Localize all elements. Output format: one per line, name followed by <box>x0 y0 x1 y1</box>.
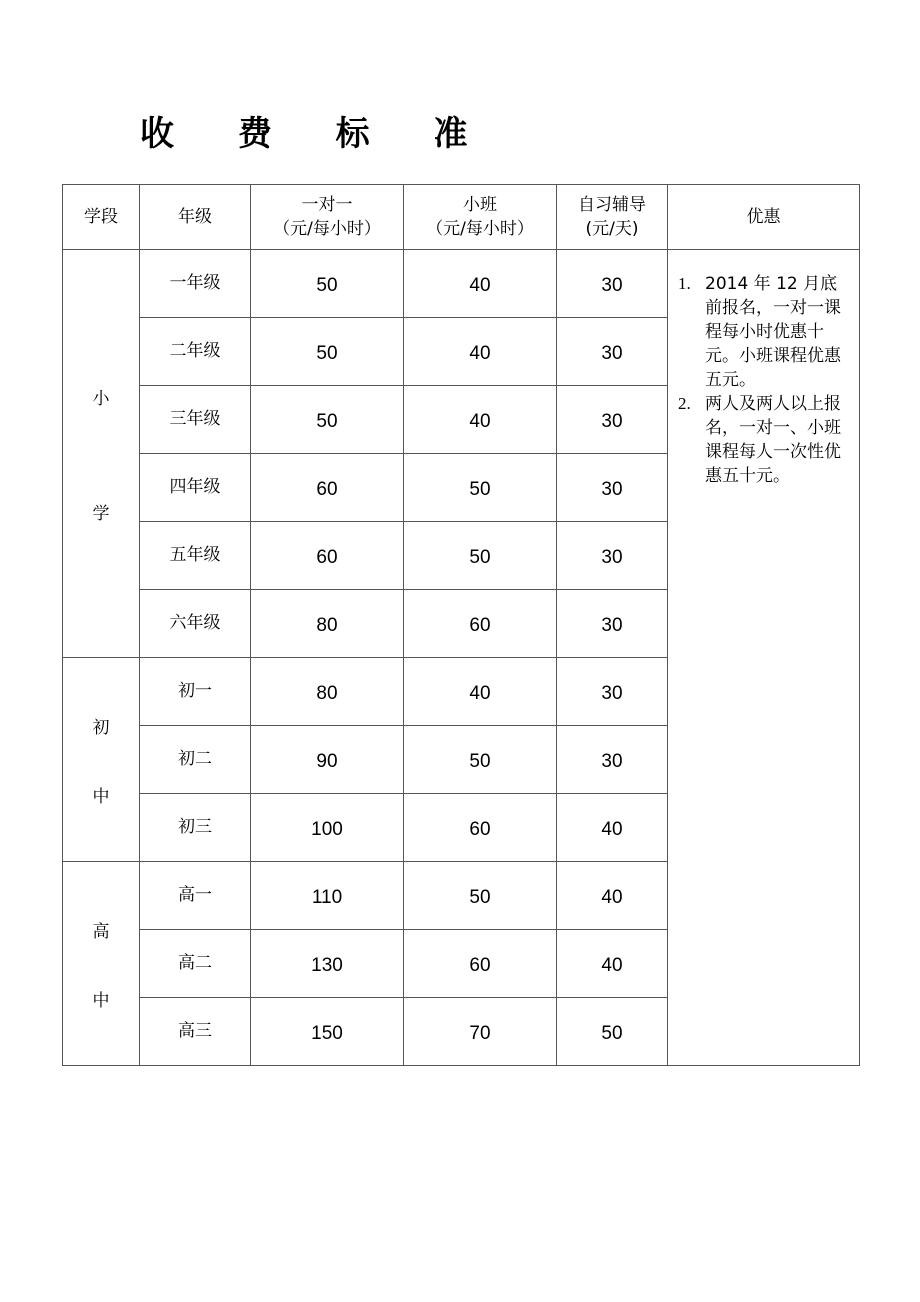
one-on-one-cell: 50 <box>251 318 404 386</box>
small-class-cell: 40 <box>404 318 557 386</box>
grade-cell: 二年级 <box>140 318 251 386</box>
grade-cell: 六年级 <box>140 590 251 658</box>
self-study-cell: 40 <box>557 794 668 862</box>
page-title: 收 费 标 准 <box>140 114 494 154</box>
small-class-cell: 40 <box>404 386 557 454</box>
one-on-one-cell: 110 <box>251 862 404 930</box>
discount-index: 1. <box>678 274 691 293</box>
grade-cell: 五年级 <box>140 522 251 590</box>
stage-senior-char-1: 高 <box>92 921 110 942</box>
self-study-cell: 30 <box>557 726 668 794</box>
discount-item <box>678 272 851 392</box>
header-one-on-one <box>251 185 404 250</box>
one-on-one-cell: 50 <box>251 386 404 454</box>
stage-senior <box>63 862 140 1066</box>
discount-cell <box>668 250 860 1066</box>
self-study-cell: 50 <box>557 998 668 1066</box>
grade-cell: 四年级 <box>140 454 251 522</box>
one-on-one-cell: 150 <box>251 998 404 1066</box>
header-self-study <box>557 185 668 250</box>
small-class-cell: 40 <box>404 250 557 318</box>
stage-primary-char-1: 小 <box>92 388 110 409</box>
one-on-one-cell: 80 <box>251 590 404 658</box>
grade-cell: 初二 <box>140 726 251 794</box>
grade-cell: 初三 <box>140 794 251 862</box>
one-on-one-cell: 60 <box>251 454 404 522</box>
small-class-cell: 50 <box>404 726 557 794</box>
small-class-cell: 60 <box>404 794 557 862</box>
header-self-study-label: 自习辅导 <box>578 195 646 215</box>
stage-junior <box>63 658 140 862</box>
header-small-class-unit: （元/每小时） <box>426 219 534 239</box>
small-class-cell: 60 <box>404 930 557 998</box>
grade-cell: 一年级 <box>140 250 251 318</box>
table-header-row <box>63 185 860 250</box>
one-on-one-cell: 50 <box>251 250 404 318</box>
stage-junior-char-2: 中 <box>92 786 110 807</box>
stage-junior-char-1: 初 <box>92 717 110 738</box>
self-study-cell: 30 <box>557 522 668 590</box>
header-small-class-label: 小班 <box>463 195 497 215</box>
self-study-cell: 40 <box>557 862 668 930</box>
grade-cell: 初一 <box>140 658 251 726</box>
self-study-cell: 30 <box>557 658 668 726</box>
self-study-cell: 30 <box>557 454 668 522</box>
one-on-one-cell: 60 <box>251 522 404 590</box>
stage-primary <box>63 250 140 658</box>
header-self-study-unit: (元/天) <box>585 219 639 239</box>
grade-cell: 高三 <box>140 998 251 1066</box>
stage-senior-char-2: 中 <box>92 990 110 1011</box>
self-study-cell: 30 <box>557 386 668 454</box>
small-class-cell: 50 <box>404 862 557 930</box>
one-on-one-cell: 130 <box>251 930 404 998</box>
header-one-on-one-label: 一对一 <box>301 195 353 215</box>
grade-cell: 高二 <box>140 930 251 998</box>
table-row <box>63 250 860 318</box>
grade-cell: 三年级 <box>140 386 251 454</box>
stage-primary-char-2: 学 <box>92 503 110 524</box>
small-class-cell: 40 <box>404 658 557 726</box>
discount-index: 2. <box>678 394 691 413</box>
one-on-one-cell: 100 <box>251 794 404 862</box>
self-study-cell: 30 <box>557 250 668 318</box>
header-small-class <box>404 185 557 250</box>
self-study-cell: 40 <box>557 930 668 998</box>
self-study-cell: 30 <box>557 590 668 658</box>
small-class-cell: 50 <box>404 522 557 590</box>
small-class-cell: 50 <box>404 454 557 522</box>
header-discount: 优惠 <box>668 185 860 250</box>
header-grade: 年级 <box>140 185 251 250</box>
small-class-cell: 70 <box>404 998 557 1066</box>
self-study-cell: 30 <box>557 318 668 386</box>
small-class-cell: 60 <box>404 590 557 658</box>
discount-text: 2014 年 12 月底前报名，一对一课程每小时优惠十元。小班课程优惠五元。 <box>705 274 841 390</box>
discount-item <box>678 392 851 488</box>
header-one-on-one-unit: （元/每小时） <box>273 219 381 239</box>
one-on-one-cell: 90 <box>251 726 404 794</box>
fee-table <box>62 184 860 1066</box>
grade-cell: 高一 <box>140 862 251 930</box>
discount-list <box>678 272 851 488</box>
discount-text: 两人及两人以上报名，一对一、小班课程每人一次性优惠五十元。 <box>705 394 841 486</box>
header-stage: 学段 <box>63 185 140 250</box>
one-on-one-cell: 80 <box>251 658 404 726</box>
